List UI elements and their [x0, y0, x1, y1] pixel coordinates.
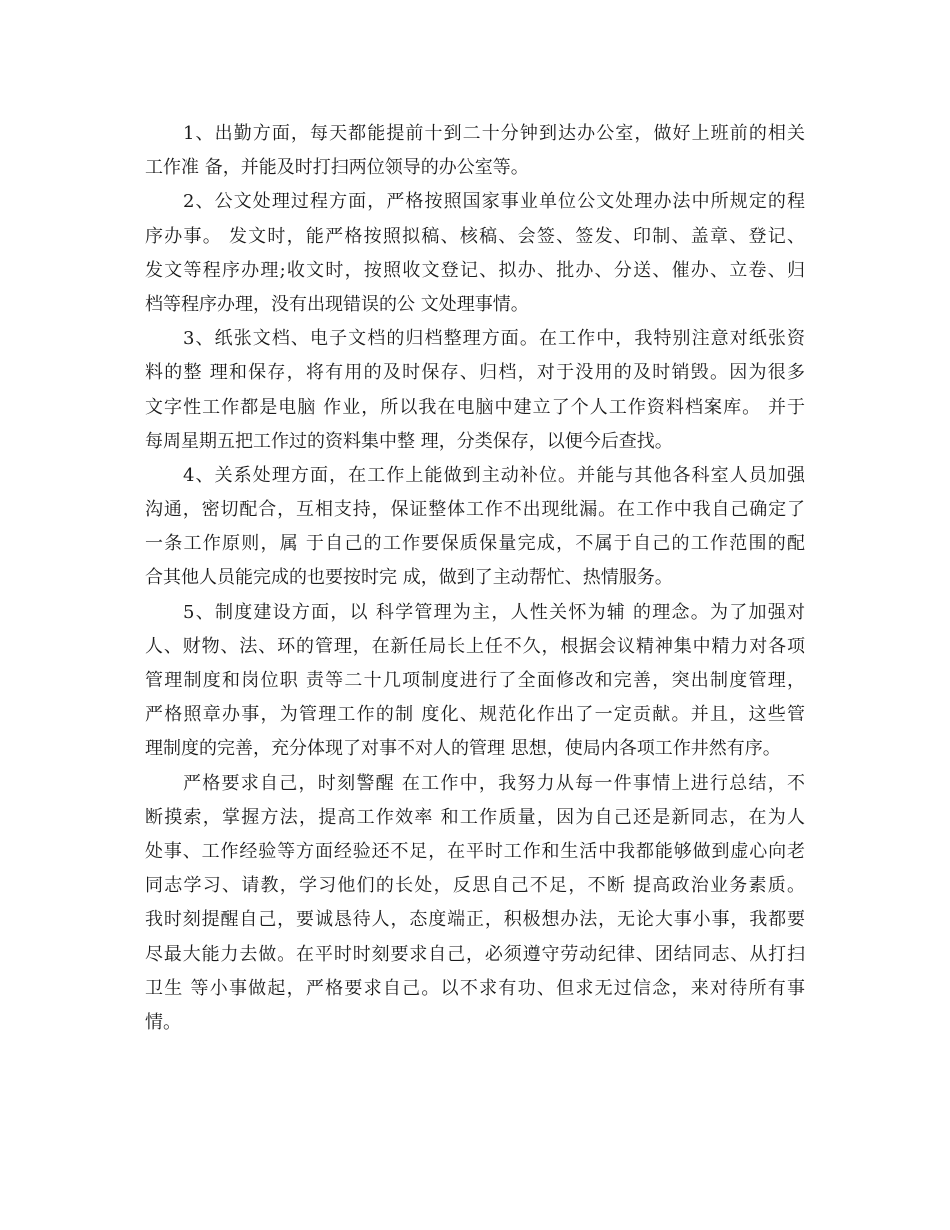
text-line: 档等程序办理，没有出现错误的公 文处理事情。 — [145, 293, 529, 315]
text-line: 序办事。 发文时，能严格按照拟稿、核稿、会签、签发、印制、盖章、登记、 — [145, 225, 805, 247]
text-line: 我时刻提醒自己，要诚恳待人，态度端正，积极想办法，无论大事小事，我都要 — [145, 909, 805, 931]
text-line: 沟通，密切配合，互相支持，保证整体工作不出现纰漏。在工作中我自己确定了 — [145, 499, 805, 521]
text-line: 1、出勤方面，每天都能提前十到二十分钟到达办公室，做好上班前的相关 — [183, 123, 805, 144]
text-line: 料的整 理和保存，将有用的及时保存、归档，对于没用的及时销毁。因为很多 — [145, 362, 805, 384]
text-line: 理制度的完善，充分体现了对事不对人的管理 思想，使局内各项工作井然有序。 — [145, 738, 781, 760]
text-line: 4、关系处理方面，在工作上能做到主动补位。并能与其他各科室人员加强 — [183, 464, 805, 486]
text-line: 情。 — [145, 1011, 181, 1033]
text-line: 严格照章办事，为管理工作的制 度化、规范化作出了一定贡献。并且，这些管 — [145, 704, 805, 726]
text-line: 每周星期五把工作过的资料集中整 理，分类保存，以便今后查找。 — [145, 430, 673, 452]
text-line: 发文等程序办理;收文时，按照收文登记、拟办、批办、分送、催办、立卷、归 — [145, 259, 805, 281]
text-line: 严格要求自己，时刻警醒 在工作中，我努力从每一件事情上进行总结，不 — [183, 772, 805, 794]
text-line: 断摸索，掌握方法，提高工作效率 和工作质量，因为自己还是新同志，在为人 — [145, 806, 805, 828]
text-line: 合其他人员能完成的也要按时完 成，做到了主动帮忙、热情服务。 — [145, 567, 673, 589]
text-line: 一条工作原则，属 于自己的工作要保质保量完成，不属于自己的工作范围的配 — [145, 533, 805, 555]
text-line: 卫生 等小事做起，严格要求自己。以不求有功、但求无过信念，来对待所有事 — [145, 977, 805, 999]
text-line: 工作准 备，并能及时打扫两位领导的办公室等。 — [145, 157, 529, 179]
document-body — [145, 117, 805, 1040]
text-line: 尽最大能力去做。在平时时刻要求自己，必须遵守劳动纪律、团结同志、从打扫 — [145, 943, 805, 965]
text-line: 文字性工作都是电脑 作业，所以我在电脑中建立了个人工作资料档案库。 并于 — [145, 396, 805, 418]
text-line: 管理制度和岗位职 责等二十几项制度进行了全面修改和完善，突出制度管理， — [145, 670, 805, 691]
text-line: 2、公文处理过程方面，严格按照国家事业单位公文处理办法中所规定的程 — [183, 191, 805, 213]
text-line: 处事、工作经验等方面经验还不足，在平时工作和生活中我都能够做到虚心向老 — [145, 840, 805, 862]
text-line: 5、制度建设方面，以 科学管理为主，人性关怀为辅 的理念。为了加强对 — [183, 601, 805, 623]
text-line: 人、财物、法、环的管理，在新任局长上任不久，根据会议精神集中精力对各项 — [145, 635, 805, 657]
text-line: 3、纸张文档、电子文档的归档整理方面。在工作中，我特别注意对纸张资 — [183, 328, 805, 350]
text-line: 同志学习、请教，学习他们的长处，反思自己不足，不断 提高政治业务素质。 — [145, 875, 805, 897]
